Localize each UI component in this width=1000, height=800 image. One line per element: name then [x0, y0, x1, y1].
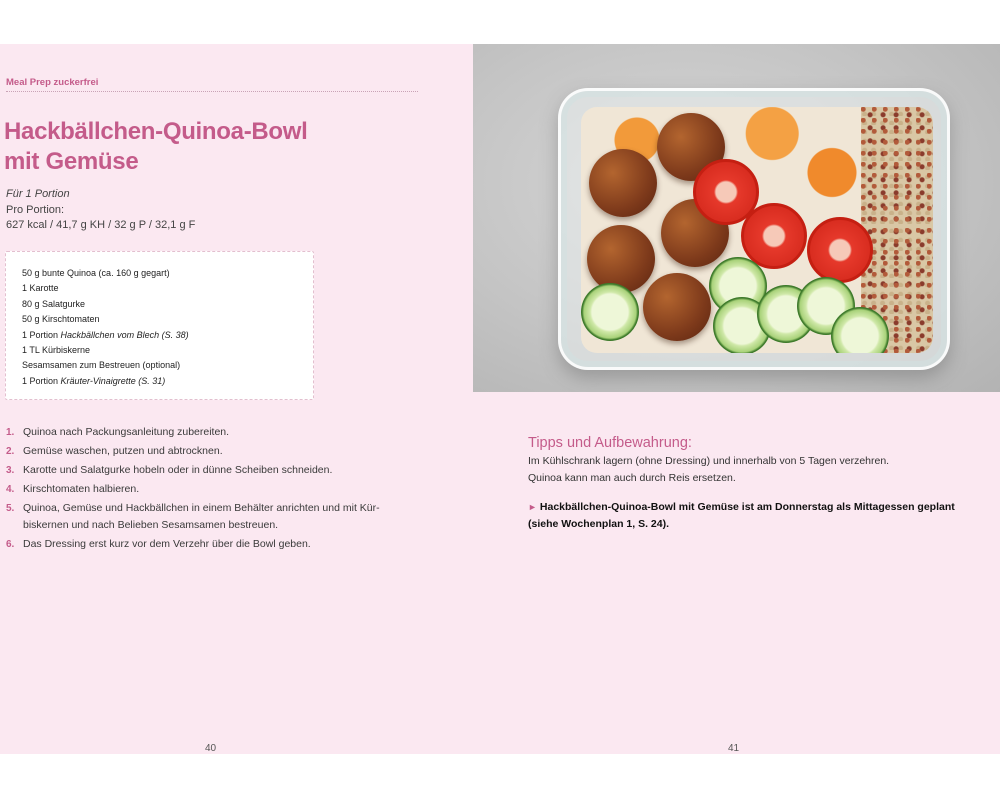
step-item: [6, 424, 416, 441]
bowl-photo: [473, 44, 1000, 392]
step-text: Quinoa, Gemüse und Hackbällchen in einem Behälter anrichten und mit Kür-biskernen und nach Belieben Sesamsamen bestreuen.: [23, 502, 380, 531]
step-text: Das Dressing erst kurz vor dem Verzehr über die Bowl geben.: [23, 538, 311, 550]
step-text: Quinoa nach Packungsanleitung zubereiten.: [23, 426, 230, 438]
tips-line: Quinoa kann man auch durch Reis ersetzen.: [528, 472, 736, 484]
nutrition-values: 627 kcal / 41,7 g KH / 32 g P / 32,1 g F: [6, 219, 196, 231]
step-text: Karotte und Salatgurke hobeln oder in dünne Scheiben schneiden.: [23, 464, 333, 476]
meal-plan-note-text: Hackbällchen-Quinoa-Bowl mit Gemüse ist am Donnerstag als Mittagessen geplant (siehe Wochenplan 1, S. 24).: [528, 501, 955, 530]
arrow-icon: ►: [528, 502, 537, 512]
servings-text: Für 1 Portion: [6, 188, 70, 200]
ingredient-amount: 1 Portion: [22, 329, 61, 340]
portion-info: [6, 187, 195, 234]
container-contents: [581, 107, 933, 353]
step-item: [6, 481, 416, 498]
step-item: [6, 536, 416, 553]
step-number: 6.: [6, 539, 15, 550]
ingredient-item: 80 g Salatgurke: [22, 298, 86, 309]
ingredient-amount: 1 Portion: [22, 375, 61, 386]
ingredient-item: 50 g bunte Quinoa (ca. 160 g gegart): [22, 268, 170, 278]
page-number-left: 40: [205, 743, 217, 754]
step-text: Gemüse waschen, putzen und abtrocknen.: [23, 445, 223, 457]
ingredient-item: 1 TL Kürbiskerne: [22, 345, 91, 356]
step-item: [6, 443, 416, 460]
ingredient-page-ref[interactable]: Kräuter-Vinaigrette (S. 31): [60, 375, 166, 386]
ingredients-box: [5, 251, 314, 400]
meatball: [587, 225, 655, 293]
meatball: [643, 273, 711, 341]
tips-line: Im Kühlschrank lagern (ohne Dressing) und innerhalb von 5 Tagen verzehren.: [528, 455, 890, 467]
meal-plan-note: [528, 499, 958, 533]
ingredient-item: 1 Karotte: [22, 283, 59, 294]
running-head-rule: [6, 91, 418, 92]
step-number: 4.: [6, 484, 15, 495]
step-number: 1.: [6, 427, 15, 438]
tips-body: [528, 453, 968, 487]
ingredient-item: 50 g Kirschtomaten: [22, 314, 100, 325]
ingredient-page-ref[interactable]: Hackbällchen vom Blech (S. 38): [60, 329, 189, 340]
step-number: 2.: [6, 446, 15, 457]
tomato-half: [807, 217, 873, 283]
recipe-title: [4, 117, 308, 177]
step-number: 3.: [6, 465, 15, 476]
step-item: [6, 500, 416, 534]
step-text: Kirschtomaten halbieren.: [23, 483, 140, 495]
running-head: Meal Prep zuckerfrei: [6, 77, 99, 88]
tips-heading: Tipps und Aufbewahrung:: [528, 435, 692, 451]
meatball: [589, 149, 657, 217]
ingredient-item: [22, 328, 313, 343]
step-item: [6, 462, 416, 479]
ingredient-item: [22, 374, 313, 389]
per-portion-label: Pro Portion:: [6, 203, 65, 216]
recipe-title-line-1: Hackbällchen-Quinoa-Bowl: [4, 118, 308, 145]
step-number: 5.: [6, 503, 15, 514]
book-spread: [0, 44, 1000, 754]
page-number-right: 41: [728, 743, 740, 754]
ingredient-item: Sesamsamen zum Bestreuen (optional): [22, 360, 181, 371]
preparation-steps: [6, 424, 416, 555]
glass-container: [558, 88, 950, 370]
cucumber-slice: [581, 283, 639, 341]
recipe-title-line-2: mit Gemüse: [4, 148, 139, 175]
